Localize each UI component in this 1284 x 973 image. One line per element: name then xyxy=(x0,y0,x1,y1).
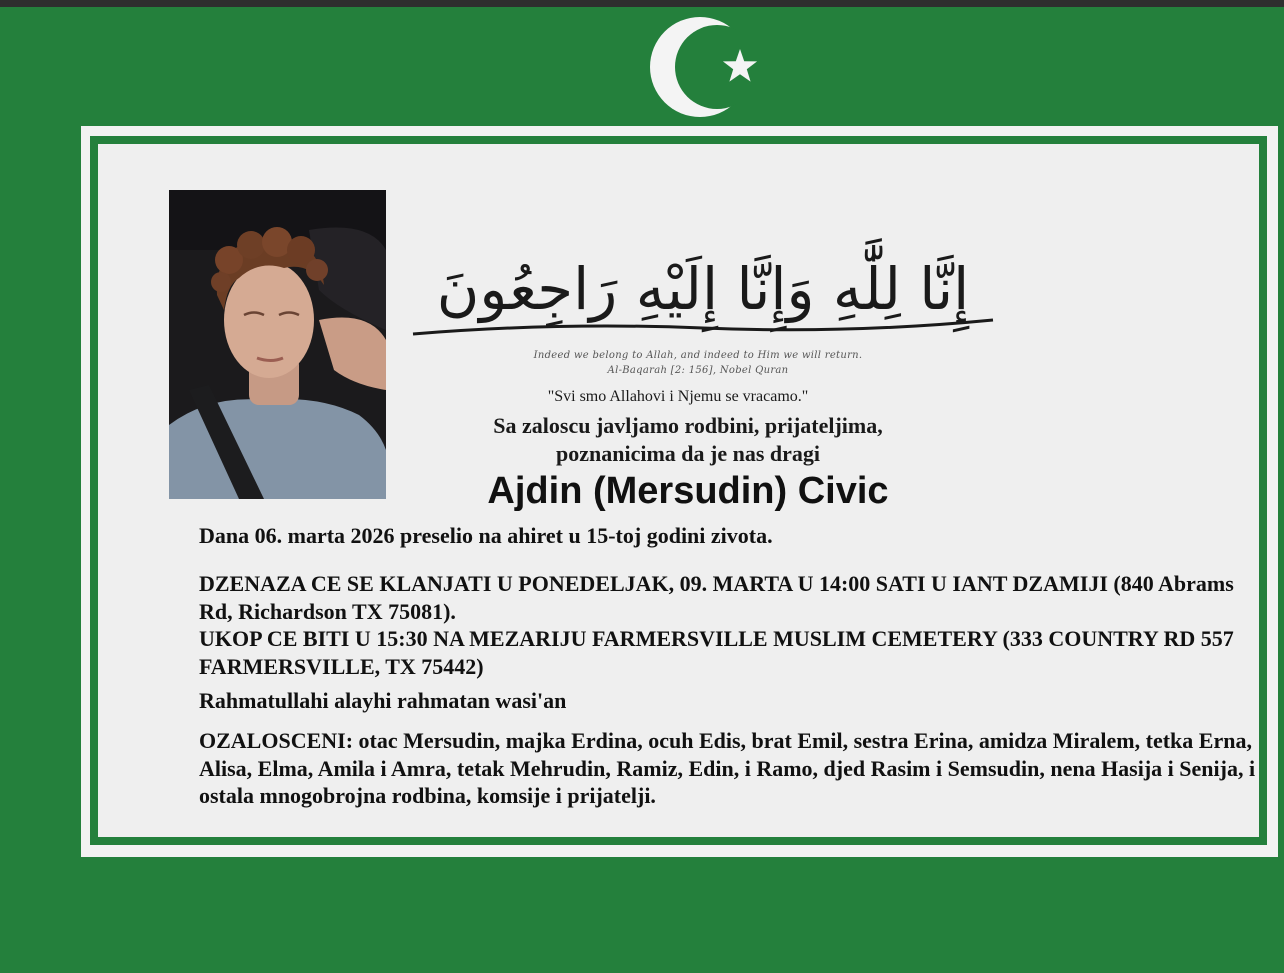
deceased-name: Ajdin (Mersudin) Civic xyxy=(487,470,889,512)
passing-date-text: Dana 06. marta 2026 preselio na ahiret u 15-toj godini zivota. xyxy=(199,523,773,548)
burial-text: UKOP CE BITI U 15:30 NA MEZARIJU FARMERSVILLE MUSLIM CEMETERY (333 COUNTRY RD 557 FARMERSVILLE, TX 75442) xyxy=(199,626,1234,679)
calligraphy-text: إِنَّا لِلَّٰهِ وَإِنَّا إِلَيْهِ رَاجِعُونَ xyxy=(436,255,970,323)
top-strip xyxy=(0,0,1284,7)
mourners-text: OZALOSCENI: otac Mersudin, majka Erdina, ocuh Edis, brat Emil, sestra Erina, amidza Miralem, tetka Erna, Alisa, Elma, Amila i Amra, tetak Mehrudin, Ramiz, Edin, i Ramo, djed Rasim i Semsudin, nena Hasija i Senija, i ostala mnogobrojna rodbina, komsije i prijatelji. xyxy=(199,728,1256,808)
quran-translation: Indeed we belong to Allah, and indeed to Him we will return. xyxy=(533,350,863,361)
quote-text: "Svi smo Allahovi i Njemu se vracamo." xyxy=(547,388,809,405)
intro-line-1: Sa zaloscu javljamo rodbini, prijateljima, xyxy=(493,413,883,438)
crescent-star-icon xyxy=(630,12,770,122)
quran-reference: Al-Baqarah [2: 156], Nobel Quran xyxy=(607,365,789,376)
portrait-photo xyxy=(169,190,386,499)
intro-line-2: poznanicima da je nas dragi xyxy=(555,441,821,466)
prayer-text: Rahmatullahi alayhi rahmatan wasi'an xyxy=(199,688,567,713)
obituary-frame xyxy=(81,126,1278,857)
obituary-card xyxy=(90,136,1267,845)
intro-text xyxy=(398,412,978,468)
quran-calligraphy xyxy=(408,204,998,344)
funeral-prayer-text: DZENAZA CE SE KLANJATI U PONEDELJAK, 09. MARTA U 14:00 SATI U IANT DZAMIJI (840 Abrams Rd, Richardson TX 75081). xyxy=(199,571,1234,624)
